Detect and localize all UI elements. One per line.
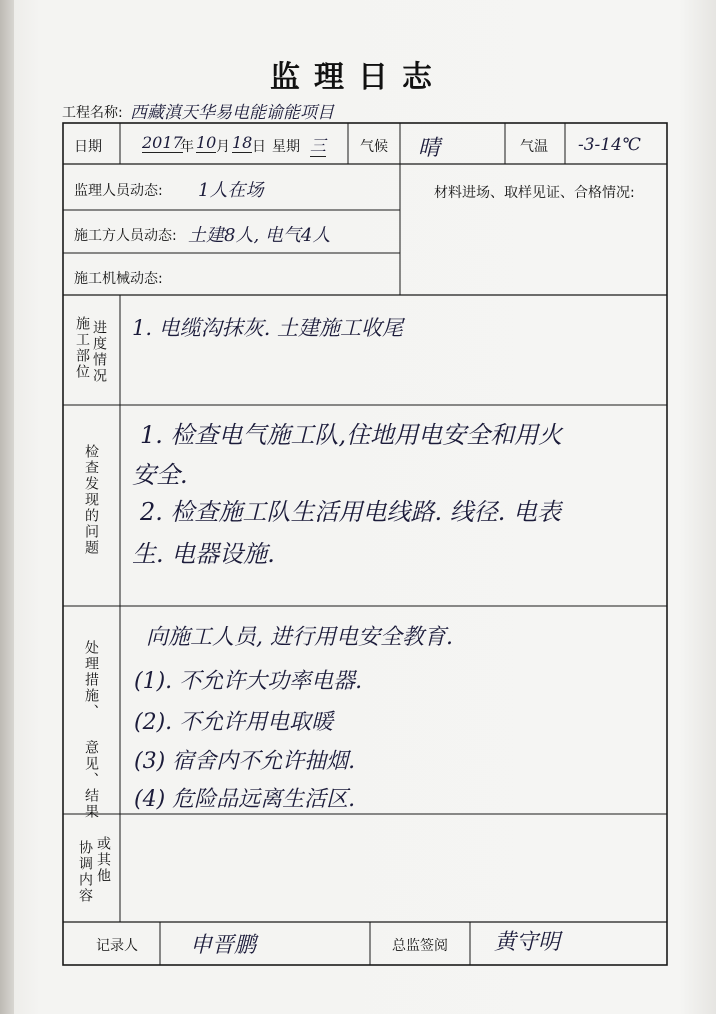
- month-suffix: 月: [216, 139, 230, 155]
- supervisor-value: 1人在场: [198, 180, 264, 201]
- recorder-label: 记录人: [96, 938, 138, 954]
- progress-text: 1. 电缆沟抹灰. 土建施工收尾: [132, 316, 404, 340]
- contractor-label: 施工方人员动态:: [74, 228, 177, 244]
- measures-line-3: (2). 不允许用电取暖: [134, 710, 334, 735]
- measures-line-5: (4) 危险品远离生活区.: [134, 787, 356, 812]
- measures-label-col1: 处理措施、: [83, 640, 99, 720]
- coordination-label-col1: 协调内容: [77, 840, 93, 904]
- weather-label: 气候: [360, 139, 388, 155]
- day-suffix: 日: [252, 139, 266, 155]
- coordination-label-col2: 或其他: [95, 836, 111, 884]
- inspection-line-2: 安全.: [132, 461, 188, 489]
- recorder-signature: 申晋鹏: [190, 933, 257, 958]
- measures-line-4: (3) 宿舍内不允许抽烟.: [134, 749, 356, 774]
- supervisor-label: 监理人员动态:: [74, 183, 163, 199]
- date-year: 2017: [142, 133, 183, 152]
- date-label: 日期: [74, 139, 102, 155]
- chief-signature: 黄守明: [494, 930, 561, 955]
- chief-label: 总监签阅: [392, 938, 448, 954]
- measures-line-1: 向施工人员, 进行用电安全教育.: [146, 625, 453, 650]
- progress-label-col2: 进度情况: [91, 320, 107, 384]
- inspection-line-1: 1. 检查电气施工队,住地用电安全和用火: [140, 421, 563, 449]
- page-title: 监理日志: [270, 60, 446, 95]
- measures-line-2: (1). 不允许大功率电器.: [134, 669, 363, 694]
- inspection-label: 检查发现的问题: [83, 444, 99, 556]
- date-day: 18: [232, 133, 253, 152]
- contractor-value: 土建8人, 电气4人: [188, 225, 331, 246]
- materials-label: 材料进场、取样见证、合格情况:: [434, 185, 635, 201]
- date-month: 10: [196, 133, 217, 152]
- temp-value: -3-14℃: [578, 135, 641, 155]
- project-label: 工程名称:: [62, 105, 123, 121]
- machinery-label: 施工机械动态:: [74, 271, 163, 287]
- weekday-label: 星期: [272, 139, 300, 155]
- inspection-line-3: 2. 检查施工队生活用电线路. 线径. 电表: [140, 498, 562, 526]
- project-value: 西藏滇天华易电能谕能项目: [130, 103, 334, 123]
- year-suffix: 年: [180, 139, 194, 155]
- weekday-value: 三: [310, 133, 326, 157]
- inspection-line-4: 生. 电器设施.: [132, 540, 275, 568]
- weather-value: 晴: [418, 136, 441, 161]
- measures-label-col2: 意见、结果: [83, 740, 99, 820]
- progress-label-col1: 施工部位: [74, 316, 90, 380]
- temp-label: 气温: [520, 139, 548, 155]
- binding-edge: [0, 0, 14, 1014]
